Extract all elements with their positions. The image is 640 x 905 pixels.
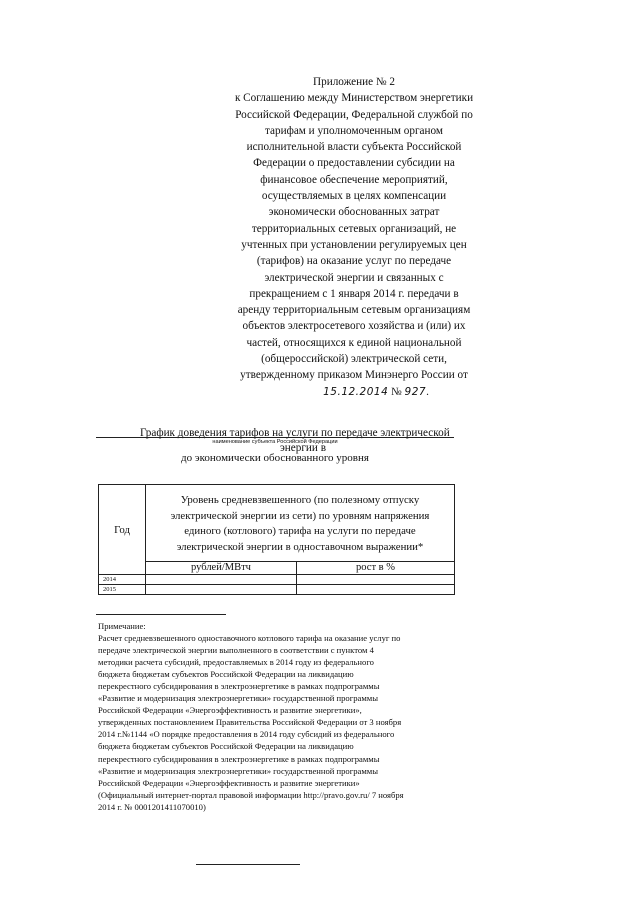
note-line: Российской Федерации «Энергоэффективность и развитие энергетики» <box>98 777 360 788</box>
unit-growth-header: рост в % <box>297 562 455 575</box>
note-line: передаче электрической энергии выполненного в соответствии с пунктом 4 <box>98 645 374 656</box>
footnote-line <box>196 864 300 865</box>
value-cell <box>146 575 297 585</box>
note-line: Примечание: <box>98 621 146 631</box>
appendix-line: осуществляемых в целях компенсации <box>261 190 447 203</box>
note-line: «Развитие и модернизация электроэнергетики» государственной программы <box>98 765 379 776</box>
appendix-date-line: 15.12.2014 № 927. <box>323 385 429 398</box>
note-line: утвержденных постановлением Правительства Российской Федерации от 3 ноября <box>98 717 402 728</box>
subject-caption: наименование субъекта Российской Федерации <box>212 439 338 445</box>
handwritten-number: 927 <box>404 385 427 398</box>
appendix-line: объектов электросетевого хозяйства и (или) их <box>242 320 466 333</box>
appendix-line: электрической энергии и связанных с <box>264 271 444 284</box>
subject-underline <box>96 437 454 438</box>
note-line: 2014 г.№1144 «О порядке предоставления в 2014 году субсидий из федерального <box>98 729 395 740</box>
appendix-line: территориальных сетевых организаций, не <box>251 222 457 235</box>
table-row <box>99 585 455 595</box>
appendix-line: аренду территориальным сетевым организациям <box>237 304 471 317</box>
handwritten-date: 15.12.2014 <box>323 385 389 398</box>
note-separator <box>96 614 226 615</box>
value-cell <box>146 585 297 595</box>
note-line: Российской Федерации «Энергоэффективность и развитие энергетики», <box>98 705 362 716</box>
appendix-line: прекращением с 1 января 2014 г. передачи в <box>249 287 459 300</box>
table-header-row <box>99 485 455 562</box>
appendix-line: тарифам и уполномоченным органом <box>265 124 443 137</box>
note-line: «Развитие и модернизация электроэнергетики» государственной программы <box>98 693 379 704</box>
appendix-line: к Соглашению между Министерством энергетики <box>234 92 474 105</box>
appendix-line: Российской Федерации, Федеральной службой по <box>235 108 473 121</box>
tariff-table <box>98 484 455 595</box>
note-line: бюджета бюджетам субъектов Российской Федерации на ликвидацию <box>98 741 354 752</box>
appendix-line: Приложение № 2 <box>313 76 395 88</box>
title-line-1: График доведения тарифов на услуги по передаче электрической <box>140 427 450 439</box>
number-sign: № <box>391 385 402 398</box>
growth-cell <box>297 575 455 585</box>
title-line-2: энергии в <box>280 442 326 454</box>
year-cell: 2015 <box>99 585 146 595</box>
appendix-line: финансовое обеспечение мероприятий, <box>260 173 448 186</box>
note-line: (Официальный интернет-портал правовой информации http://pravo.gov.ru/ 7 ноября <box>98 789 404 800</box>
note-line: 2014 г. № 0001201411070010) <box>98 801 206 812</box>
year-header: Год <box>99 485 146 575</box>
note-line: бюджета бюджетам субъектов Российской Федерации на ликвидацию <box>98 669 354 680</box>
unit-rub-header: рублей/МВтч <box>146 562 297 575</box>
year-cell: 2014 <box>99 575 146 585</box>
appendix-line: учтенных при установлении регулируемых цен <box>241 238 467 251</box>
appendix-line: экономически обоснованных затрат <box>268 206 440 219</box>
note-line: Расчет средневзвешенного одноставочного котлового тарифа на оказание услуг по <box>98 633 401 644</box>
appendix-line: утвержденному приказом Минэнерго России от <box>240 369 468 382</box>
appendix-line: исполнительной власти субъекта Российской <box>246 141 462 154</box>
appendix-header <box>220 74 488 400</box>
appendix-line: (тарифов) на оказание услуг по передаче <box>256 255 452 268</box>
document-subtitle: до экономически обоснованного уровня <box>181 452 369 464</box>
appendix-line: Федерации о предоставлении субсидии на <box>253 157 455 170</box>
tariff-description-header: Уровень средневзвешенного (по полезному отпуску электрической энергии из сети) по уровням напряжения единого (котлового) тарифа на услуги по передаче электрической энергии в одноставочном выражении* <box>146 485 455 562</box>
table-row <box>99 575 455 585</box>
table-unit-row <box>99 562 455 575</box>
note-block <box>98 620 458 813</box>
note-line: методики расчета субсидий, предоставляемых в 2014 году из федерального <box>98 657 374 668</box>
appendix-line: частей, относящихся к единой национальной <box>246 336 462 349</box>
note-line: перекрестного субсидирования в электроэнергетике в рамках подпрограммы <box>98 753 380 764</box>
note-line: перекрестного субсидирования в электроэнергетике в рамках подпрограммы <box>98 681 380 692</box>
appendix-line: (общероссийской) электрической сети, <box>261 353 447 366</box>
growth-cell <box>297 585 455 595</box>
